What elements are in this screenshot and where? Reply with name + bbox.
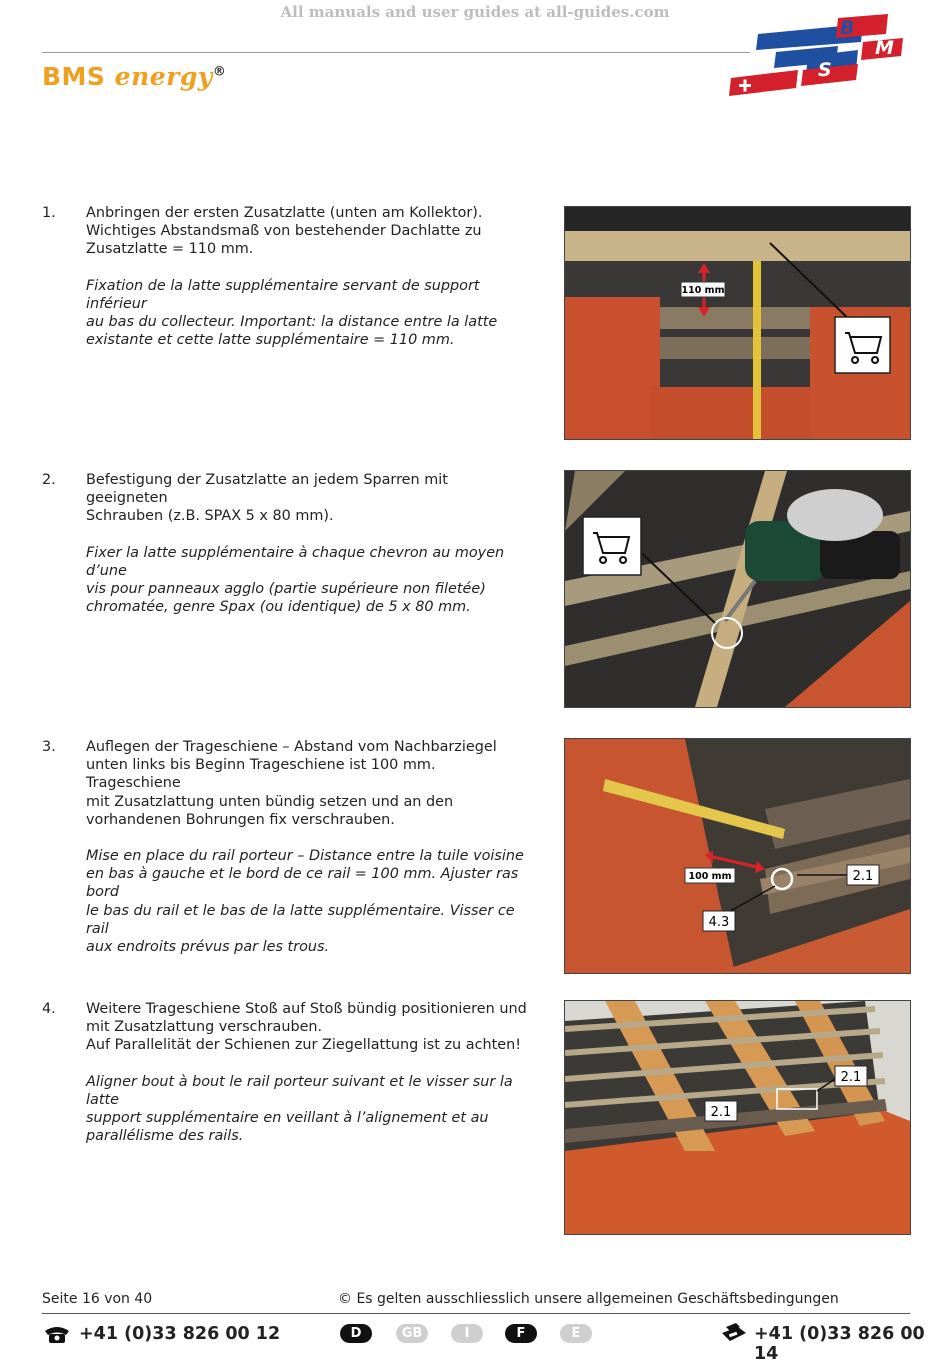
footer-rule [42,1313,910,1314]
lang-badge-gb[interactable]: GB [396,1324,428,1343]
step-text-fr: Fixer la latte supplémentaire à chaque chevron au moyen d’une vis pour panneaux agglo (partie supérieure non filetée) chromatée, genre Spax (ou identique) de 5 x 80 mm. [86,544,505,616]
step-text-de: Befestigung der Zusatzlatte an jedem Sparren mit geeigneten Schrauben (z.B. SPAX 5 x 80 mm). [86,472,448,525]
phone-number: +41 (0)33 826 00 12 [79,1324,281,1344]
step-2 [42,471,532,616]
step-text-de: Auflegen der Trageschiene – Abstand vom Nachbarziegel unten links bis Beginn Trageschiene ist 100 mm. Trageschiene mit Zusatzlattung unten bündig setzen und an den vorhandenen Bohrungen fix verschrauben. [86,739,497,828]
step-text-fr: Aligner bout à bout le rail porteur suivant et le visser sur la latte support supplémentaire en veillant à l’alignement et au parallélisme des rails. [86,1073,513,1145]
step-number: 1. [42,205,56,221]
photo-label-2-1-left: 2.1 [710,1105,732,1120]
logo-letter-b: B [840,17,855,39]
lang-badge-f[interactable]: F [505,1324,537,1343]
photo-label-110mm: 110 mm [681,285,725,296]
photo-step-3 [564,738,911,974]
photo-step-2 [564,470,911,708]
fax-icon [720,1323,748,1345]
step-number: 3. [42,739,56,755]
step-number: 2. [42,472,56,488]
header-rule [42,52,750,53]
photo-label-100mm: 100 mm [688,871,732,882]
fax-number: +41 (0)33 826 00 14 [754,1324,925,1364]
logo-letter-s: S [818,59,832,81]
lang-badge-i[interactable]: I [451,1324,483,1343]
registered-mark: ® [212,64,227,80]
step-1 [42,204,532,349]
photo-step-4 [564,1000,911,1235]
brand-logo [42,62,226,91]
logo-letter-m: M [875,37,894,59]
step-text-fr: Fixation de la latte supplémentaire servant de support inférieur au bas du collecteur. Important: la distance entre la latte existante et cette latte supplémentaire = 110 mm. [86,277,498,349]
phone-icon [42,1325,72,1345]
lang-badge-d[interactable]: D [340,1324,372,1343]
step-text-de: Weitere Trageschiene Stoß auf Stoß bündig positionieren und mit Zusatzlattung verschrauben. Auf Parallelität der Schienen zur Ziegellattung ist zu achten! [86,1001,527,1054]
photo-label-2-1: 2.1 [852,869,874,884]
bms-swiss-logo [728,12,908,102]
step-number: 4. [42,1001,56,1017]
photo-label-4-3: 4.3 [708,915,730,930]
brand-bms: BMS [42,62,106,91]
step-text-de: Anbringen der ersten Zusatzlatte (unten am Kollektor). Wichtiges Abstandsmaß von bestehender Dachlatte zu Zusatzlatte = 110 mm. [86,205,483,258]
page-number: Seite 16 von 40 [42,1291,153,1307]
brand-energy: energy [114,62,213,91]
photo-step-1 [564,206,911,440]
step-text-fr: Mise en place du rail porteur – Distance entre la tuile voisine en bas à gauche et le bord de ce rail = 100 mm. Ajuster ras bord le bas du rail et le bas de la latte supplémentaire. Visser ce rail aux endroits prévus par les trous. [86,848,524,956]
step-4 [42,1000,532,1145]
photo-label-2-1-right: 2.1 [840,1070,862,1085]
lang-badge-e[interactable]: E [560,1324,592,1343]
step-3 [42,738,532,956]
watermark-text: All manuals and user guides at all-guides.com [280,3,670,21]
terms-notice: © Es gelten ausschliesslich unsere allgemeinen Geschäftsbedingungen [338,1291,839,1307]
